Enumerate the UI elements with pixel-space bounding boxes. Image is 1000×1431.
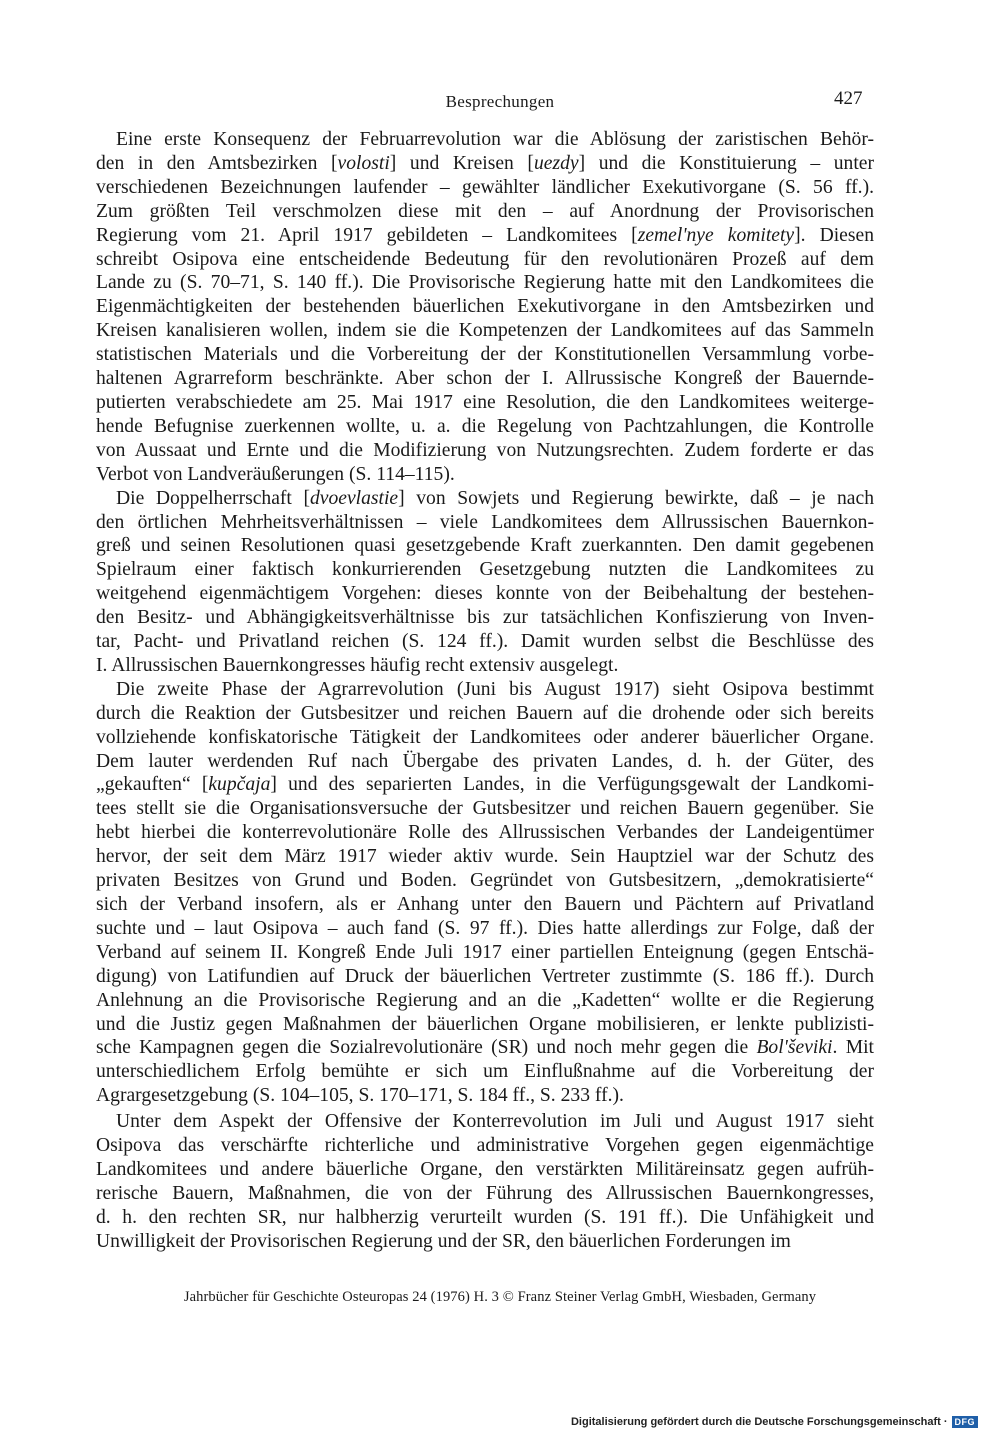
paragraph	[96, 487, 874, 678]
text-line: Die zweite Phase der Agrarrevolution (Juni bis August 1917) sieht Osipova bestimmt	[116, 678, 874, 700]
text-line: tees stellt sie die Organisationsversuche der Gutsbesitzer und reichen Bauern gegenüber. Sie	[96, 798, 874, 820]
text-line: digung) von Latifundien auf Druck der bäuerlichen Vertreter zustimmte (S. 186 ff.). Durch	[96, 965, 874, 987]
text-line: Zum größten Teil verschmolzen diese mit den – auf Anordnung der Provisorischen	[96, 200, 874, 222]
text-line: rerische Bauern, Maßnahmen, die von der Führung des Allrussischen Bauernkongresses,	[96, 1182, 874, 1204]
text-line: den in den Amtsbezirken [volosti] und Kreisen [uezdy] und die Konstituierung – unter	[96, 152, 874, 174]
text-line: schreibt Osipova eine entscheidende Bedeutung für den revolutionären Prozeß auf dem	[96, 248, 874, 270]
text-line: Verband auf seinem II. Kongreß Ende Juli 1917 einer partiellen Enteignung (gegen Entschä-	[96, 941, 874, 963]
text-line: d. h. den rechten SR, nur halbherzig verurteilt wurden (S. 191 ff.). Die Unfähigkeit und	[96, 1206, 874, 1228]
journal-footer: Jahrbücher für Geschichte Osteuropas 24 (1976) H. 3 © Franz Steiner Verlag GmbH, Wiesbaden, Germany	[183, 1289, 817, 1305]
text-line: durch die Reaktion der Gutsbesitzer und reichen Bauern auf die drohende oder sich bereits	[96, 702, 874, 724]
text-line: Spielraum einer faktisch konkurrierenden Gesetzgebung nutzten die Landkomitees zu	[96, 559, 874, 581]
text-line: Anlehnung an die Provisorische Regierung and an die „Kadetten“ wollte er die Regierung	[96, 989, 874, 1011]
text-line: den Besitz- und Abhängigkeitsverhältnisse bis zur tatsächlichen Konfiszierung von Inven-	[96, 607, 874, 629]
text-line: „gekauften“ [kupčaja] und des separierten Landes, in die Verfügungsgewalt der Landkomi-	[96, 774, 874, 796]
text-line: Dem lauter werdenden Ruf nach Übergabe des privaten Landes, d. h. der Güter, des	[96, 750, 874, 772]
text-line: Kreisen kanalisieren wollen, indem sie die Kompetenzen der Landkomitees auf das Sammeln	[96, 320, 874, 342]
text-line: den örtlichen Mehrheitsverhältnissen – viele Landkomitees dem Allrussischen Bauernkon-	[96, 511, 874, 533]
text-line: Unwilligkeit der Provisorischen Regierung und der SR, den bäuerlichen Forderungen im	[96, 1230, 791, 1252]
text-line: putierten verabschiedete am 25. Mai 1917 eine Resolution, die den Landkomitees weiterge-	[96, 391, 874, 413]
page-number: 427	[834, 88, 863, 109]
text-line: Eigenmächtigkeiten der bestehenden bäuerlichen Exekutivorgane in den Amtsbezirken und	[96, 296, 874, 318]
text-line: hervor, der seit dem März 1917 wieder aktiv wurde. Sein Hauptziel war der Schutz des	[96, 846, 874, 868]
digitization-text: Digitalisierung gefördert durch die Deutsche Forschungsgemeinschaft ·	[570, 1416, 948, 1428]
text-line: Unter dem Aspekt der Offensive der Konterrevolution im Juli und August 1917 sieht	[116, 1111, 874, 1133]
text-line: hende Befugnise zuerkennen wollte, u. a. die Regelung von Pachtzahlungen, die Kontrolle	[96, 415, 874, 437]
text-line: Verbot von Landveräußerungen (S. 114–115).	[96, 463, 455, 485]
text-line: hebt hierbei die konterrevolutionäre Rolle des Allrussischen Verbandes der Landeigentümer	[96, 822, 874, 844]
paragraph	[96, 128, 874, 487]
paragraph	[96, 1110, 874, 1253]
text-line: Lande zu (S. 70–71, S. 140 ff.). Die Provisorische Regierung hatte mit den Landkomitees die	[96, 272, 874, 294]
text-line: I. Allrussischen Bauernkongresses häufig recht extensiv ausgelegt.	[96, 654, 619, 676]
text-line: Osipova das verschärfte richterliche und administrative Vorgehen gegen eigenmächtige	[96, 1135, 874, 1157]
text-line: Eine erste Konsequenz der Februarrevolution war die Ablösung der zaristischen Behör-	[116, 129, 874, 150]
text-line: sich der Verband insofern, als er Anhang unter den Bauern und Pächtern auf Privatland	[96, 894, 874, 915]
text-line: haltenen Agrarreform beschränkte. Aber schon der I. Allrussische Kongreß der Bauernde-	[96, 368, 874, 390]
text-line: sche Kampagnen gegen die Sozialrevolutionäre (SR) und noch mehr gegen die Bol'ševiki. Mit	[96, 1037, 874, 1059]
text-line: Die Doppelherrschaft [dvoevlastie] von Sowjets und Regierung bewirkte, daß – je nach	[116, 487, 874, 509]
body-text	[96, 128, 874, 1254]
text-line: unterschiedlichem Erfolg bemühte er sich um Einflußnahme auf die Vorbereitung der	[96, 1061, 874, 1083]
text-line: greß und seinen Resolutionen quasi gesetzgebende Kraft zuerkannten. Den damit gegebenen	[96, 535, 874, 557]
text-line: von Aussaat und Ernte und die Modifizierung von Nutzungsrechten. Zudem forderte er das	[96, 439, 874, 461]
text-line: und die Justiz gegen Maßnahmen der bäuerlichen Organe mobilisieren, er lenkte publizisti-	[96, 1013, 874, 1035]
text-line: Landkomitees und andere bäuerliche Organe, den verstärkten Militäreinsatz gegen aufrüh-	[96, 1158, 874, 1180]
text-line: suchte und – laut Osipova – auch fand (S. 97 ff.). Dies hatte allerdings zur Folge, daß der	[96, 917, 874, 939]
text-line: tar, Pacht- und Privatland reichen (S. 124 ff.). Damit wurden selbst die Beschlüsse des	[96, 631, 874, 653]
running-header-title: Besprechungen	[445, 92, 555, 111]
digitization-note	[571, 1416, 978, 1428]
text-line: vollziehende konfiskatorische Tätigkeit der Landkomitees oder anderer bäuerlicher Organe.	[96, 726, 874, 748]
dfg-logo: DFG	[952, 1416, 979, 1428]
text-line: Regierung vom 21. April 1917 gebildeten – Landkomitees [zemel'nye komitety]. Diesen	[96, 224, 874, 246]
text-line: statistischen Materials und die Vorbereitung der der Konstitutionellen Versammlung vorbe-	[96, 344, 874, 366]
text-line: verschiedenen Bezeichnungen laufender – gewählter ländlicher Exekutivorgane (S. 56 ff.).	[96, 176, 874, 198]
text-line: privaten Besitzes von Grund und Boden. Gegründet von Gutsbesitzern, „demokratisierte“	[96, 870, 874, 892]
text-line: Agrargesetzgebung (S. 104–105, S. 170–171, S. 184 ff., S. 233 ff.).	[96, 1085, 624, 1107]
text-line: weitgehend eigenmächtigem Vorgehen: dieses konnte von der Beibehaltung der bestehen-	[96, 583, 874, 605]
paragraph	[96, 678, 874, 1108]
